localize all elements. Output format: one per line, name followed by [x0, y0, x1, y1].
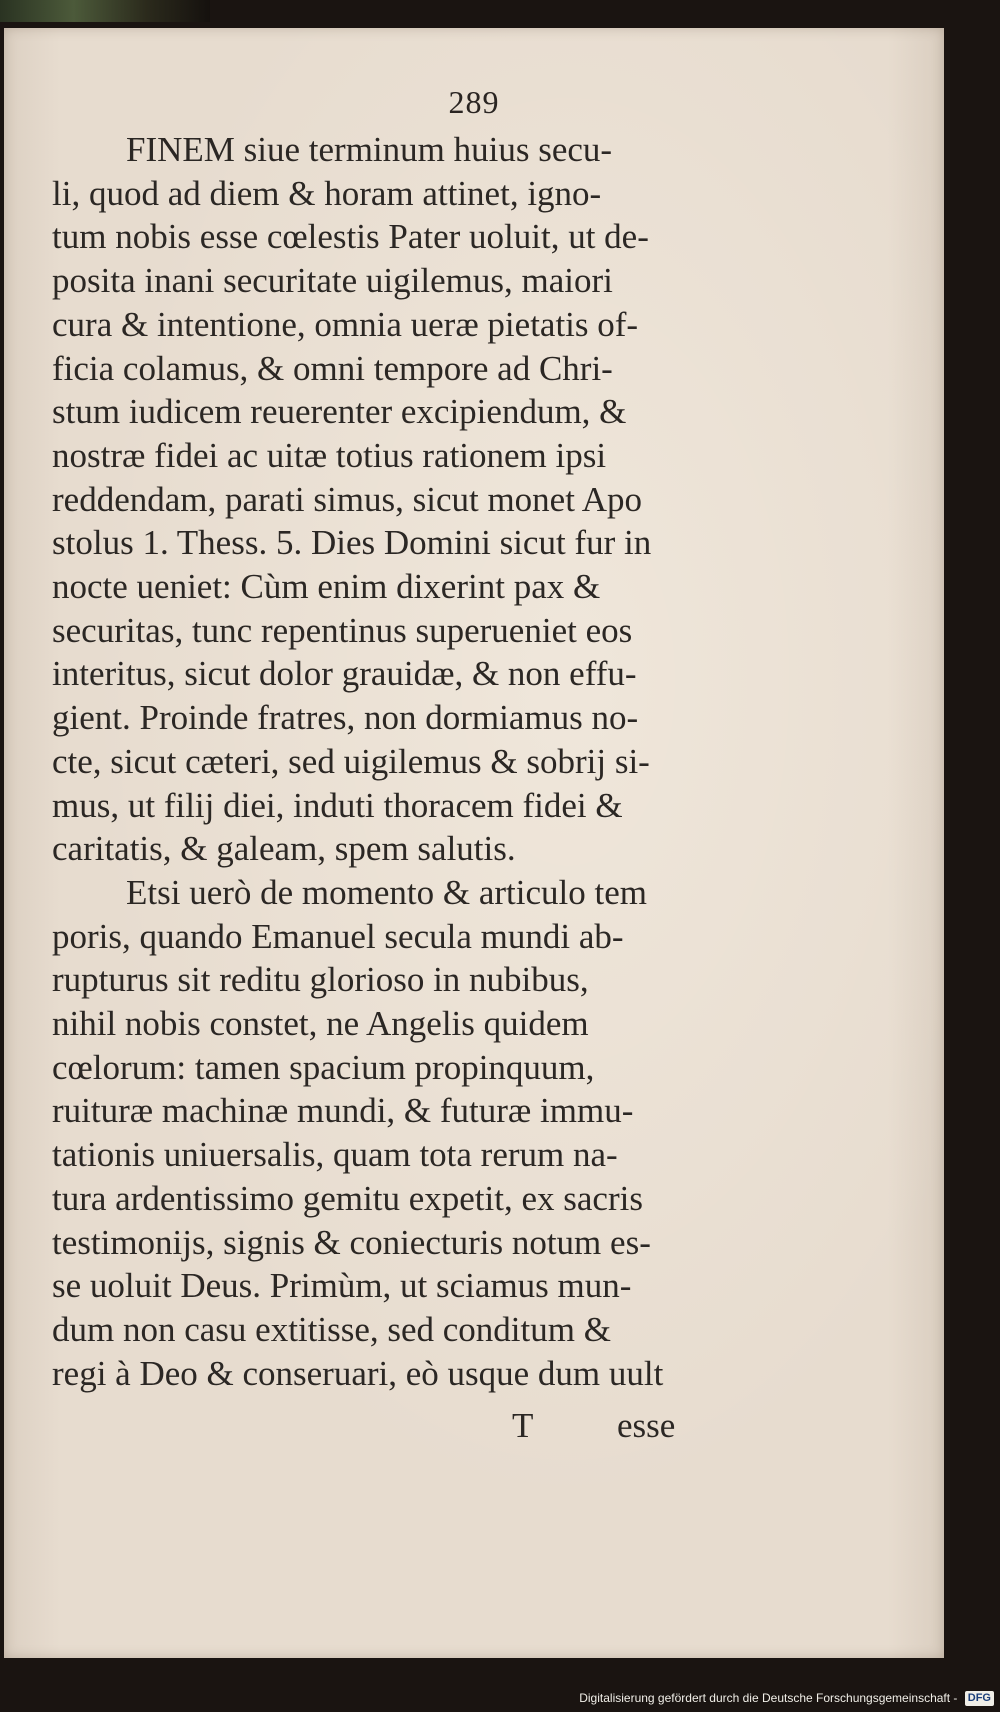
book-spine-edge: [0, 0, 210, 22]
text-line: dum non casu extitisse, sed conditum &: [52, 1309, 611, 1349]
text-line: nocte ueniet: Cùm enim dixerint pax &: [52, 567, 601, 607]
text-line: reddendam, parati simus, sicut monet Apo: [52, 479, 643, 519]
text-line: testimonijs, signis & coniecturis notum es-: [52, 1222, 651, 1262]
text-line: stum iudicem reuerenter excipiendum, &: [52, 392, 627, 432]
text-line: nihil nobis constet, ne Angelis quidem: [52, 1004, 589, 1044]
page-number: 289: [448, 84, 500, 120]
dfg-logo: DFG: [965, 1691, 994, 1706]
text-line: li, quod ad diem & horam attinet, igno-: [52, 173, 602, 213]
text-line: cœlorum: tamen spacium propinquum,: [52, 1047, 595, 1087]
text-line: interitus, sicut dolor grauidæ, & non effu-: [52, 654, 637, 694]
text-line: cte, sicut cæteri, sed uigilemus & sobrij si-: [52, 741, 650, 781]
text-line: FINEM siue terminum huius secu-: [126, 130, 613, 169]
credit-text: Digitalisierung gefördert durch die Deutsche Forschungsgemeinschaft -: [579, 1691, 958, 1705]
text-line: regi à Deo & conseruari, eò usque dum uult: [52, 1353, 664, 1393]
text-line: tum nobis esse cœlestis Pater uoluit, ut de-: [52, 217, 649, 257]
signature-mark: T: [512, 1406, 534, 1445]
text-line: gient. Proinde fratres, non dormiamus no-: [52, 698, 639, 738]
text-line: poris, quando Emanuel secula mundi ab-: [52, 916, 624, 956]
text-line: ruituræ machinæ mundi, & futuræ immu-: [52, 1091, 634, 1131]
catchword: esse: [617, 1406, 676, 1445]
page-foot: [52, 1406, 712, 1450]
text-line: tura ardentissimo gemitu expetit, ex sacris: [52, 1178, 643, 1218]
text-line: Etsi uerò de momento & articulo tem: [126, 872, 647, 912]
digitization-credit: [0, 1688, 1000, 1708]
text-line: se uoluit Deus. Primùm, ut sciamus mun-: [52, 1266, 632, 1306]
text-line: mus, ut filij diei, induti thoracem fidei &: [52, 785, 623, 825]
text-line: securitas, tunc repentinus superueniet eos: [52, 610, 633, 650]
text-line: posita inani securitate uigilemus, maiori: [52, 261, 613, 301]
text-line: rupturus sit reditu glorioso in nubibus,: [52, 960, 589, 1000]
text-line: caritatis, & galeam, spem salutis.: [52, 829, 516, 869]
text-line: nostræ fidei ac uitæ totius rationem ipsi: [52, 435, 607, 475]
body-text: [52, 128, 712, 1395]
text-line: ficia colamus, & omni tempore ad Chri-: [52, 348, 613, 388]
text-line: tationis uniuersalis, quam tota rerum na-: [52, 1135, 618, 1175]
book-page: [4, 28, 944, 1658]
text-line: stolus 1. Thess. 5. Dies Domini sicut fur in: [52, 523, 652, 563]
text-line: cura & intentione, omnia ueræ pietatis of-: [52, 304, 639, 344]
